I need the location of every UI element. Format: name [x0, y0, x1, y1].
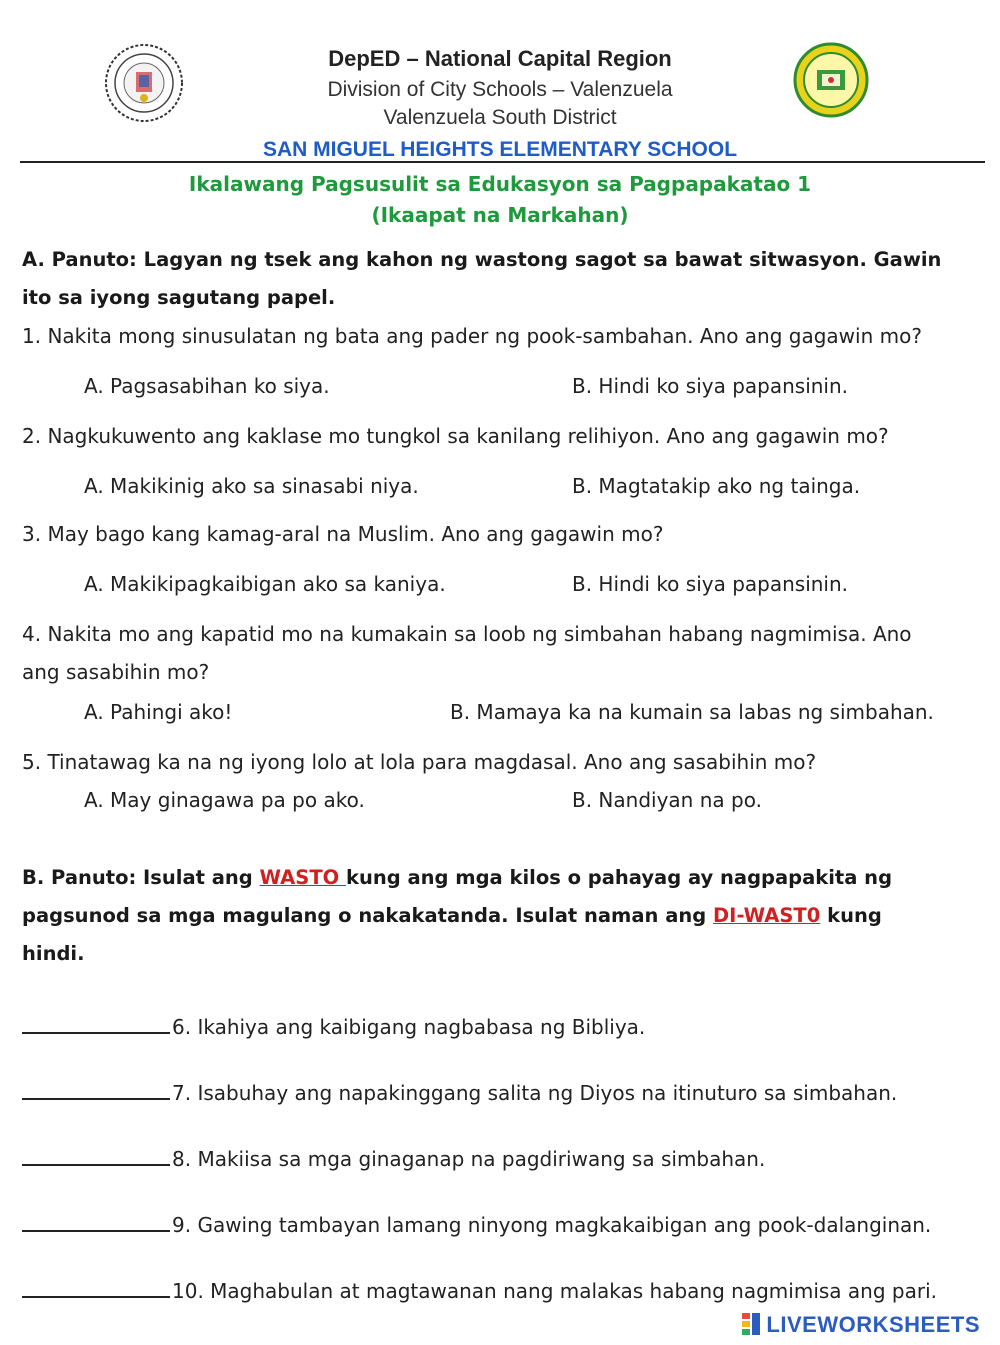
option-3a[interactable]: A. Makikipagkaibigan ako sa kaniya.: [84, 572, 446, 596]
option-1b[interactable]: B. Hindi ko siya papansinin.: [572, 374, 849, 398]
option-4b[interactable]: B. Mamaya ka na kumain sa labas ng simbahan.: [450, 700, 934, 724]
list-item: [22, 1146, 765, 1171]
item-6-text: 6. Ikahiya ang kaibigang nagbabasa ng Bibliya.: [172, 1015, 646, 1039]
answer-blank-7[interactable]: [22, 1080, 170, 1100]
list-item: [22, 1080, 897, 1105]
question-4: 4. Nakita mo ang kapatid mo na kumakain sa loob ng simbahan habang nagmimisa. Ano: [22, 622, 912, 646]
answer-blank-8[interactable]: [22, 1146, 170, 1166]
part-b-instruction-line2-post: kung: [820, 904, 882, 927]
header-division: Division of City Schools – Valenzuela: [327, 78, 673, 101]
item-7-text: 7. Isabuhay ang napakinggang salita ng Diyos na itinuturo sa simbahan.: [172, 1081, 898, 1105]
answer-blank-9[interactable]: [22, 1212, 170, 1232]
answer-blank-6[interactable]: [22, 1014, 170, 1034]
option-3b[interactable]: B. Hindi ko siya papansinin.: [572, 572, 849, 596]
part-b-instruction-pre: B. Panuto: Isulat ang: [22, 866, 260, 889]
exam-title: Ikalawang Pagsusulit sa Edukasyon sa Pagpapakatao 1: [188, 172, 812, 196]
brand-text: LIVEWORKSHEETS: [766, 1312, 980, 1337]
part-a-instruction-cont: ito sa iyong sagutang papel.: [22, 286, 336, 309]
item-9-text: 9. Gawing tambayan lamang ninyong magkakaibigan ang pook-dalanginan.: [172, 1213, 932, 1237]
question-2: 2. Nagkukuwento ang kaklase mo tungkol sa kanilang relihiyon. Ano ang gagawin mo?: [22, 424, 889, 448]
option-5a[interactable]: A. May ginagawa pa po ako.: [84, 788, 365, 812]
item-8-text: 8. Makiisa sa mga ginaganap na pagdiriwang sa simbahan.: [172, 1147, 766, 1171]
header-district: Valenzuela South District: [383, 106, 617, 129]
question-5: 5. Tinatawag ka na ng iyong lolo at lola para magdasal. Ano ang sasabihin mo?: [22, 750, 817, 774]
part-b-instruction-line2: [22, 904, 882, 927]
liveworksheets-brand[interactable]: [742, 1312, 980, 1341]
school-name: SAN MIGUEL HEIGHTS ELEMENTARY SCHOOL: [262, 138, 738, 161]
option-1a[interactable]: A. Pagsasabihan ko siya.: [84, 374, 330, 398]
list-item: [22, 1278, 937, 1303]
part-a-instruction: A. Panuto: Lagyan ng tsek ang kahon ng wastong sagot sa bawat sitwasyon. Gawin: [22, 248, 942, 271]
header-region: DepED – National Capital Region: [328, 46, 672, 71]
header-divider: [20, 161, 985, 163]
part-b-instruction-mid: kung ang mga kilos o pahayag ay nagpapakita ng: [345, 866, 893, 889]
question-4-cont: ang sasabihin mo?: [22, 660, 210, 684]
di-wasto-keyword: DI-WAST0: [713, 904, 821, 927]
item-10-text: 10. Maghabulan at magtawanan nang malakas habang nagmimisa ang pari.: [172, 1279, 937, 1303]
answer-blank-10[interactable]: [22, 1278, 170, 1298]
exam-quarter: (Ikaapat na Markahan): [371, 203, 629, 227]
part-b-instruction-line3: hindi.: [22, 942, 85, 965]
question-1: 1. Nakita mong sinusulatan ng bata ang pader ng pook-sambahan. Ano ang gagawin mo?: [22, 324, 922, 348]
question-3: 3. May bago kang kamag-aral na Muslim. Ano ang gagawin mo?: [22, 522, 664, 546]
list-item: [22, 1212, 931, 1237]
list-item: [22, 1014, 645, 1039]
option-2b[interactable]: B. Magtatakip ako ng tainga.: [572, 474, 861, 498]
part-b-instruction-line2-pre: pagsunod sa mga magulang o nakakatanda. Isulat naman ang: [22, 904, 713, 927]
part-b-instruction: [22, 866, 892, 889]
liveworksheets-logo-icon: [742, 1313, 762, 1341]
option-2a[interactable]: A. Makikinig ako sa sinasabi niya.: [84, 474, 419, 498]
option-4a[interactable]: A. Pahingi ako!: [84, 700, 233, 724]
wasto-keyword: WASTO: [259, 866, 346, 889]
option-5b[interactable]: B. Nandiyan na po.: [572, 788, 762, 812]
